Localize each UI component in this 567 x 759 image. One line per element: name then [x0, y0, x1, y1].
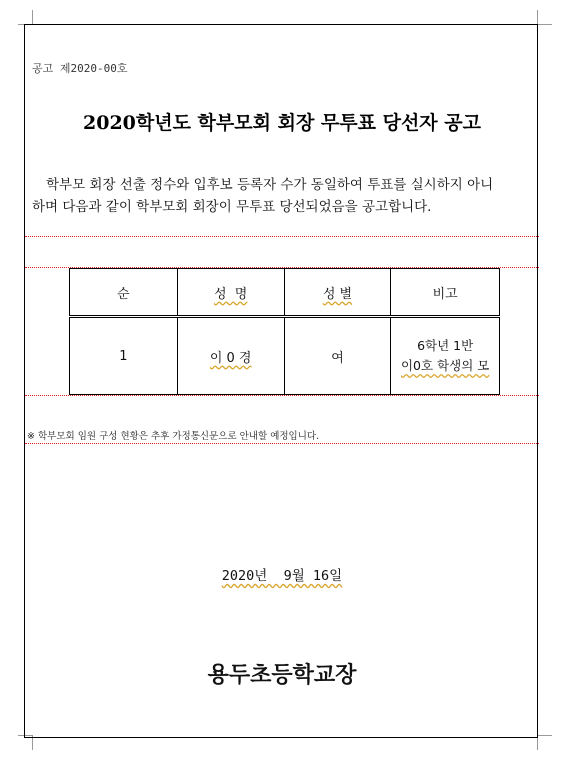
notice-body-line-2: 하며 다음과 같이 학부모회 회장이 무투표 당선되었음을 공고합니다.	[32, 199, 432, 215]
notice-number: 공고 제2020-00호	[32, 62, 128, 75]
notice-body-line-1: 학부모 회장 선출 정수와 입후보 등록자 수가 동일하여 투표를 실시하지 아니	[46, 177, 494, 193]
remark-class: 6학년 1반	[417, 338, 474, 353]
cell-name	[177, 317, 284, 395]
remark-relation: 이0호 학생의 모	[400, 358, 490, 373]
notice-date-text: 2020년 9월 16일	[221, 568, 343, 584]
header-gender	[284, 269, 391, 317]
winner-table	[69, 268, 500, 395]
notice-body	[32, 174, 532, 218]
header-gender-text: 성 별	[322, 286, 353, 302]
header-name	[177, 269, 284, 317]
page-corner-mark-top-left	[18, 10, 33, 25]
header-remark: 비고	[391, 269, 500, 317]
footnote: ※ 학부모회 임원 구성 현황은 추후 가정통신문으로 안내할 예정입니다.	[27, 431, 320, 442]
cell-gender: 여	[284, 317, 391, 395]
table-header-row	[70, 269, 500, 317]
dotted-separator	[25, 443, 539, 444]
table-row	[70, 317, 500, 395]
cell-number: 1	[70, 317, 178, 395]
notice-date	[25, 564, 539, 584]
header-number: 순	[70, 269, 178, 317]
cell-name-text: 이 0 경	[209, 350, 252, 366]
document-title: 2020학년도 학부모회 회장 무투표 당선자 공고	[83, 112, 481, 134]
dotted-separator	[25, 236, 539, 237]
dotted-separator	[25, 395, 539, 396]
page-corner-mark-top-right	[537, 10, 552, 25]
page-corner-mark-bottom-right	[537, 735, 552, 750]
header-name-text: 성 명	[213, 286, 248, 302]
cell-remark	[391, 317, 500, 395]
issuer-name: 용두초등학교장	[207, 662, 357, 688]
